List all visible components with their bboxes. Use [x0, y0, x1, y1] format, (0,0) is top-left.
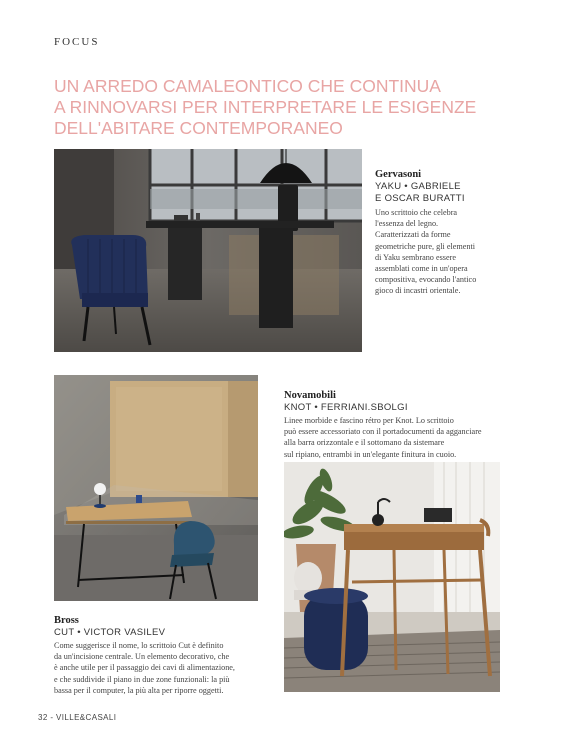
yaku-desk-illustration — [54, 149, 362, 352]
knot-desk-illustration — [284, 462, 500, 692]
headline — [54, 76, 514, 139]
photo-cut-desk — [54, 375, 258, 601]
headline-line: UN ARREDO CAMALEONTICO CHE CONTINUA — [54, 76, 441, 96]
photo-yaku-desk — [54, 149, 362, 352]
product-line: YAKU • GABRIELE — [375, 181, 461, 192]
article-bross — [54, 614, 284, 696]
description-line: da un'incisione centrale. Un elemento decorativo, che — [54, 652, 230, 662]
article-novamobili — [284, 389, 514, 460]
product-description — [54, 640, 284, 696]
description-line: Linee morbide e fascino rétro per Knot. Lo scrittoio — [284, 416, 454, 425]
description-line: bassa per il computer, la più alta per riporre oggetti. — [54, 685, 224, 695]
description-line: assemblati come in un'opera — [375, 264, 468, 274]
brand-name: Gervasoni — [375, 169, 422, 180]
description-line: di Yaku sembrano essere — [375, 252, 456, 262]
photo-knot-desk — [284, 462, 500, 692]
headline-line: DELL'ABITARE CONTEMPORANEO — [54, 118, 343, 138]
brand-name: Bross — [54, 615, 79, 626]
description-line: geometriche pure, gli elementi — [375, 241, 476, 251]
description-line: e che suddivide il piano in due zone funzionali: la più — [54, 674, 230, 684]
article-gervasoni — [375, 168, 555, 297]
description-line: Uno scrittoio che celebra — [375, 208, 458, 217]
product-line: KNOT • FERRIANI.SBOLGI — [284, 402, 408, 413]
page-footer: 32 - VILLE&CASALI — [38, 713, 117, 722]
cut-desk-illustration — [54, 375, 258, 601]
product-line: E OSCAR BURATTI — [375, 193, 465, 204]
description-line: alla barra orizzontale e il sottomano da sistemare — [284, 438, 445, 448]
product-line: CUT • VICTOR VASILEV — [54, 627, 166, 638]
description-line: Caratterizzati da forme — [375, 230, 451, 240]
product-designer — [284, 402, 514, 414]
description-line: può essere accessoriato con il portadocumenti da agganciare — [284, 427, 482, 437]
product-designer — [54, 627, 284, 639]
product-designer — [375, 181, 555, 205]
description-line: l'essenza del legno. — [375, 219, 439, 229]
description-line: è anche utile per il passaggio dei cavi di alimentazione, — [54, 663, 235, 673]
description-line: Come suggerisce il nome, lo scrittoio Cut è definito — [54, 641, 224, 650]
section-label: FOCUS — [54, 36, 100, 48]
description-line: sul ripiano, entrambi in un'elegante finitura in cuoio. — [284, 449, 457, 459]
headline-line: A RINNOVARSI PER INTERPRETARE LE ESIGENZE — [54, 97, 477, 117]
description-line: gioco di incastri orientale. — [375, 286, 461, 296]
product-description — [375, 207, 555, 297]
description-line: compositiva, evocando l'antico — [375, 275, 477, 285]
product-description — [284, 415, 514, 460]
brand-name: Novamobili — [284, 390, 336, 401]
